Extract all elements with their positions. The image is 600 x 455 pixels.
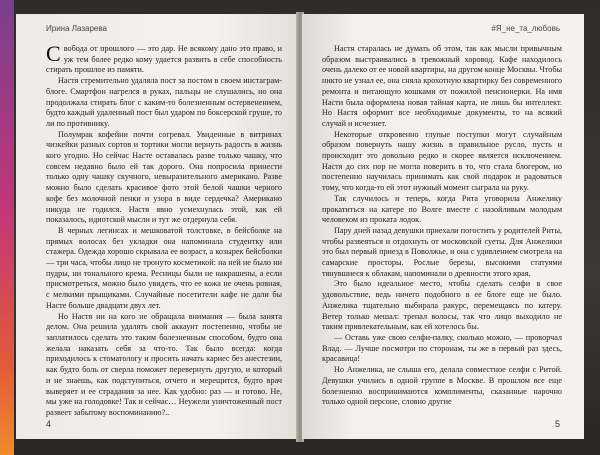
right-paragraph-7: Но Анжелика, не слыша его, делала совместное селфи с Ритой. Девушки учились в одной группе в Москве. В прошлом все еще болезненно воспринимаются комплименты, сказанные нарочно только одной персоне, словно другие xyxy=(322,365,562,407)
left-page-number: 4 xyxy=(46,419,52,429)
left-paragraph-4: В черных легинсах и мешковатой толстовке, в бейсболке на прямых волосах без укладки она напоминала студентку или стажера. Одежда хорошо скрывала ее возраст, а козырек бейсболки — три часа, чтобы лицо не тронуто косметикой: на ней не было ни пудры, ни тонального крема. Ресницы были не накрашены, а если присмотреться, можно было увидеть, что ее кожа не очень ровная, с мелкими прыщиками. Случайные посетители кафе не дали бы Насте больше двадцати двух лет. xyxy=(46,225,282,310)
right-running-head: #Я_не_та_любовь xyxy=(491,24,560,33)
left-paragraph-3: Полумрак кофейни почти согревал. Увиденные в витринах чизкейки разных сортов и тортики могли вернуть радость в жизнь кого угодно. Но сейчас Насте оставалась разве только чашку, что совсем недавно было ей так дорого. Она попросила принести только одну чашку скучного, невыразительного американо. Разве можно было сделать красивое фото этой белой чашки черного кофе без молочной пенки и узора в виде сердечка? Американо никуда не годился. Настя явно усмехнулась этой, как ей показалось, идиотской мысли и тут же отдернула себя. xyxy=(46,129,282,225)
right-paragraph-1: Настя старалась не думать об этом, так как мысли привычным образом выстраивались в тревожный хоровод. Кафе находилось очень далеко от ее новой квартиры, на другом конце Москвы. Чтобы никто не узнал ее, она сняла крохотную квартирку без современного ремонта и питающую кошками от пожилой пенсионерки. На имя Насти была оформлена новая тайная карта, не лишь бы интеллект. Но Настя оформит все необходимые документы, то на всякий случай и исчезнет. xyxy=(322,44,562,128)
right-paragraph-3: Так случилось и теперь, когда Рита уговорила Анжелику прокатиться на катере по Волге вместе с назойливым молодым человеком из проката лодок. xyxy=(322,193,562,225)
right-page-text xyxy=(322,44,562,408)
right-page-number: 5 xyxy=(554,419,560,429)
right-paragraph-6: — Оставь уже свою селфи-палку, сколько можно, — проворчал Влад. — Лучше посмотри по сторонам, ты же в первый раз здесь, красавица! xyxy=(322,332,562,364)
left-running-head: Ирина Лазарева xyxy=(46,24,107,33)
right-page xyxy=(302,14,584,439)
right-paragraph-5: Это было идеальное место, чтобы сделать селфи в свое удовольствие, ведь ничего подобного в ее блоге еще не было. Анжелика тщательно выбирала ракурс, перемещаясь по катеру. Ветер только мешал: трепал волосы, так что лицо выходило не таким привлекательным, как ей хотелось бы. xyxy=(322,279,562,332)
left-page-text xyxy=(46,41,282,419)
drop-cap: С xyxy=(46,41,61,66)
left-paragraph-2: Настя стремительно удаляла пост за постом в своем инстаграм-блоге. Смартфон нагрелся в руках, пальцы не слушались, но она продолжала стирать блог с каким-то болезненным остервенением, будто каждый удаленный пост был ударом по боксерской груше, то ли по противнику. xyxy=(46,76,282,128)
left-paragraph-5: Но Настя ни на кого не обращала внимания — была занята делом. Она решила удалять свой аккаунт постепенно, чтобы не заплатилось сделать это таким болезненным способом, будто она желала наказать себя за что-то. Так было всегда: когда приходилось к стоматологу и просить начать кариес без анестезии, как будто боль от сверла поможет перевернуть другую, и который и не знаешь, как подступиться, отчего и мерещится, будто врач выверяет и ее страдания за нее. Как удобно: раз — и готово. Не, мы уже на голодовке! Так и сейчас… Неужели уничтоженный пост развеет забытому воспоминанию?.. xyxy=(46,311,282,417)
book-cover-edge xyxy=(0,0,14,455)
left-paragraph-1: Свобода от прошлого — это дар. Не всякому дано это право, и уж тем более редко кому удается развить в себе способность стирать прошлое из памяти. xyxy=(46,41,282,75)
right-paragraph-2: Некоторые откровенно глупые поступки могут случайным образом повернуть нашу жизнь в правильное русло, пусть и происходит это довольно редко и скорее является исключением. Настя до сих пор не могла поверить в то, что стала блогером, но постепенно научилась принимать как свой подарок и радоваться тому, что когда-то ей этот нужный момент сыграла на руку. xyxy=(322,129,562,193)
left-page xyxy=(16,14,298,439)
right-paragraph-4: Пару дней назад девушки приехали погостить у родителей Риты, чтобы развеяться и отдохнуть от московской суеты. Для Анжелики это был первый приезд в Поволжье, и она с удивлением смотрела на самарские просторы. Рослые березы, высокими статуями тянувшиеся к облакам, напоминали о древности этого края. xyxy=(322,225,562,278)
